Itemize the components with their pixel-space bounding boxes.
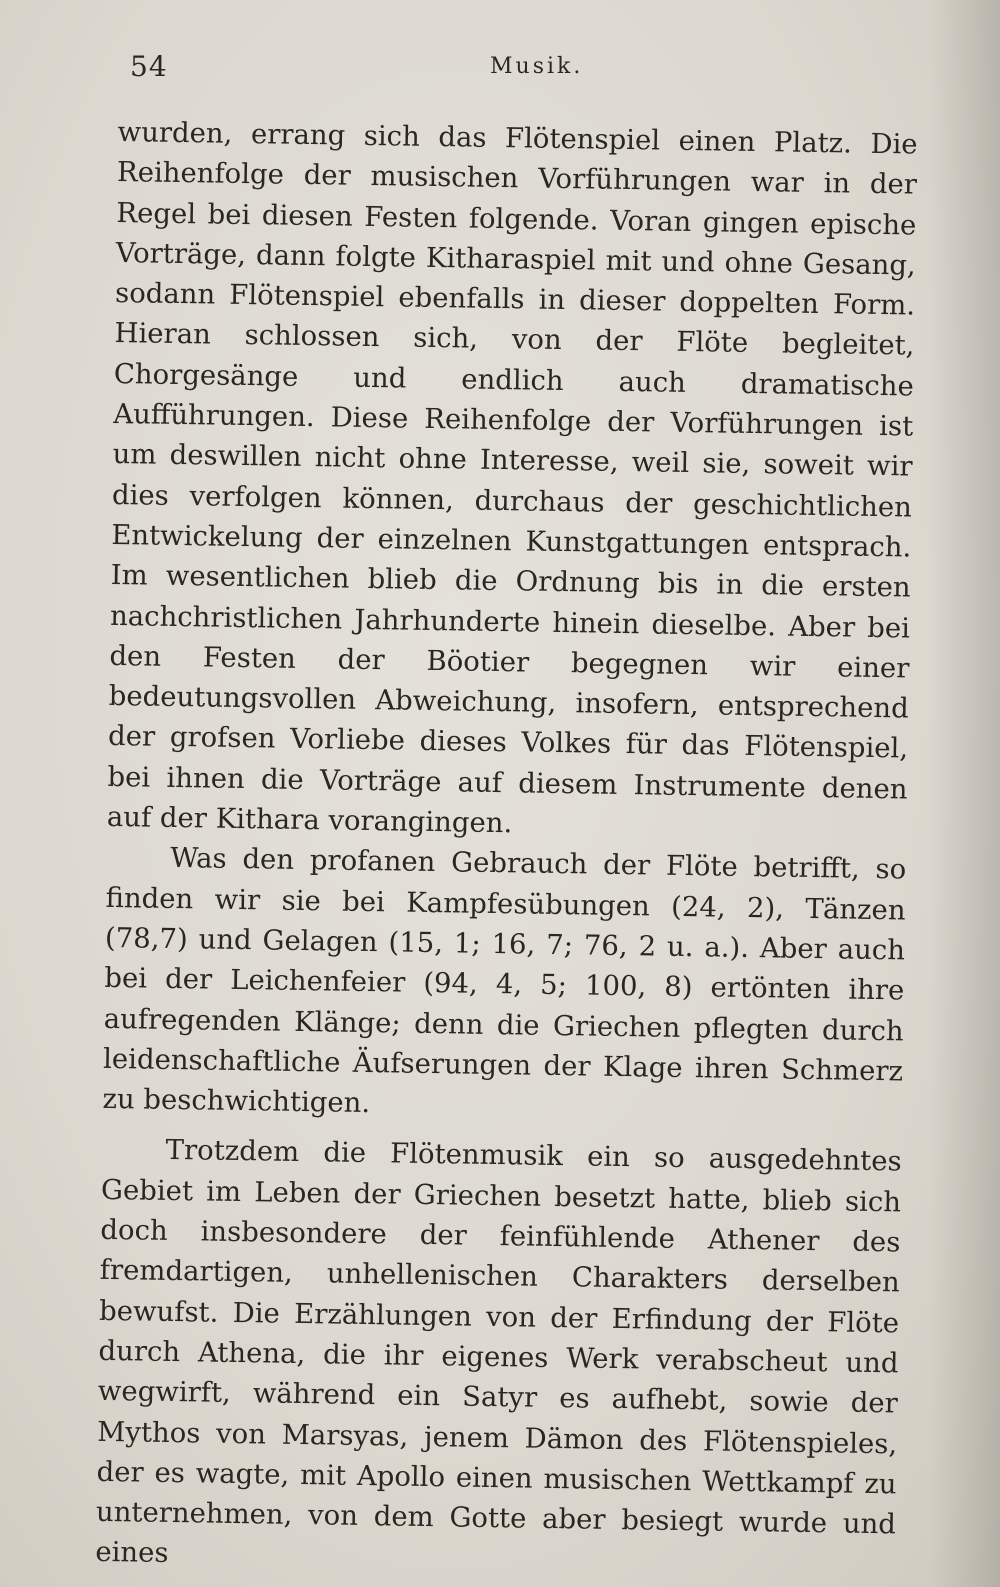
page-edge-shadow: [930, 0, 1000, 1587]
paragraph-2: Was den profanen Gebrauch der Flöte betrifft, so finden wir sie bei Kampfesübungen (24, 2), Tänzen (78,7) und Gelagen (15, 1; 16, 7; 76, 2 u. a.). Aber auch bei der Leichenfeier (94, 4, 5; 100, 8) ertönten ihre aufregenden Klänge; denn die Griechen pflegten durch leidenschaftliche Äufserungen der Klage ihren Schmerz zu beschwichtigen.: [102, 842, 907, 1120]
body-text: [95, 112, 918, 1585]
paragraph-3: Trotzdem die Flötenmusik ein so ausgedehntes Gebiet im Leben der Griechen besetzt hatte, blieb sich doch insbesondere der feinfühlende Athener des fremdartigen, unhellenischen Charakters derselben bewufst. Die Erzählungen von der Erfindung der Flöte durch Athena, die ihr eigenes Werk verabscheut und wegwirft, während ein Satyr es aufhebt, sowie der Mythos von Marsyas, jenem Dämon des Flötenspieles, der es wagte, mit Apollo einen musischen Wettkampf zu unternehmen, von dem Gotte aber besiegt wurde und eines: [95, 1134, 902, 1570]
running-head: Musik.: [490, 54, 584, 79]
page-header: [130, 50, 930, 90]
page-number: 54: [130, 50, 168, 83]
paragraph-1: wurden, errang sich das Flötenspiel einen Platz. Die Reihenfolge der musischen Vorführungen war in der Regel bei diesen Festen folgende. Voran gingen epische Vorträge, dann folgte Kitharaspiel mit und ohne Gesang, sodann Flötenspiel ebenfalls in dieser doppelten Form. Hieran schlossen sich, von der Flöte begleitet, Chorgesänge und endlich auch dramatische Aufführungen. Diese Reihenfolge der Vorführungen ist um deswillen nicht ohne Interesse, weil sie, soweit wir dies verfolgen können, durchaus der geschichtlichen Entwickelung der einzelnen Kunstgattungen entsprach. Im wesentlichen blieb die Ordnung bis in die ersten nachchristlichen Jahrhunderte hinein dieselbe. Aber bei den Festen der Böotier begegnen wir einer bedeutungsvollen Abweichung, insofern, entsprechend der grofsen Vorliebe dieses Volkes für das Flötenspiel, bei ihnen die Vorträge auf diesem Instrumente denen auf der Kithara vorangingen.: [106, 115, 918, 840]
